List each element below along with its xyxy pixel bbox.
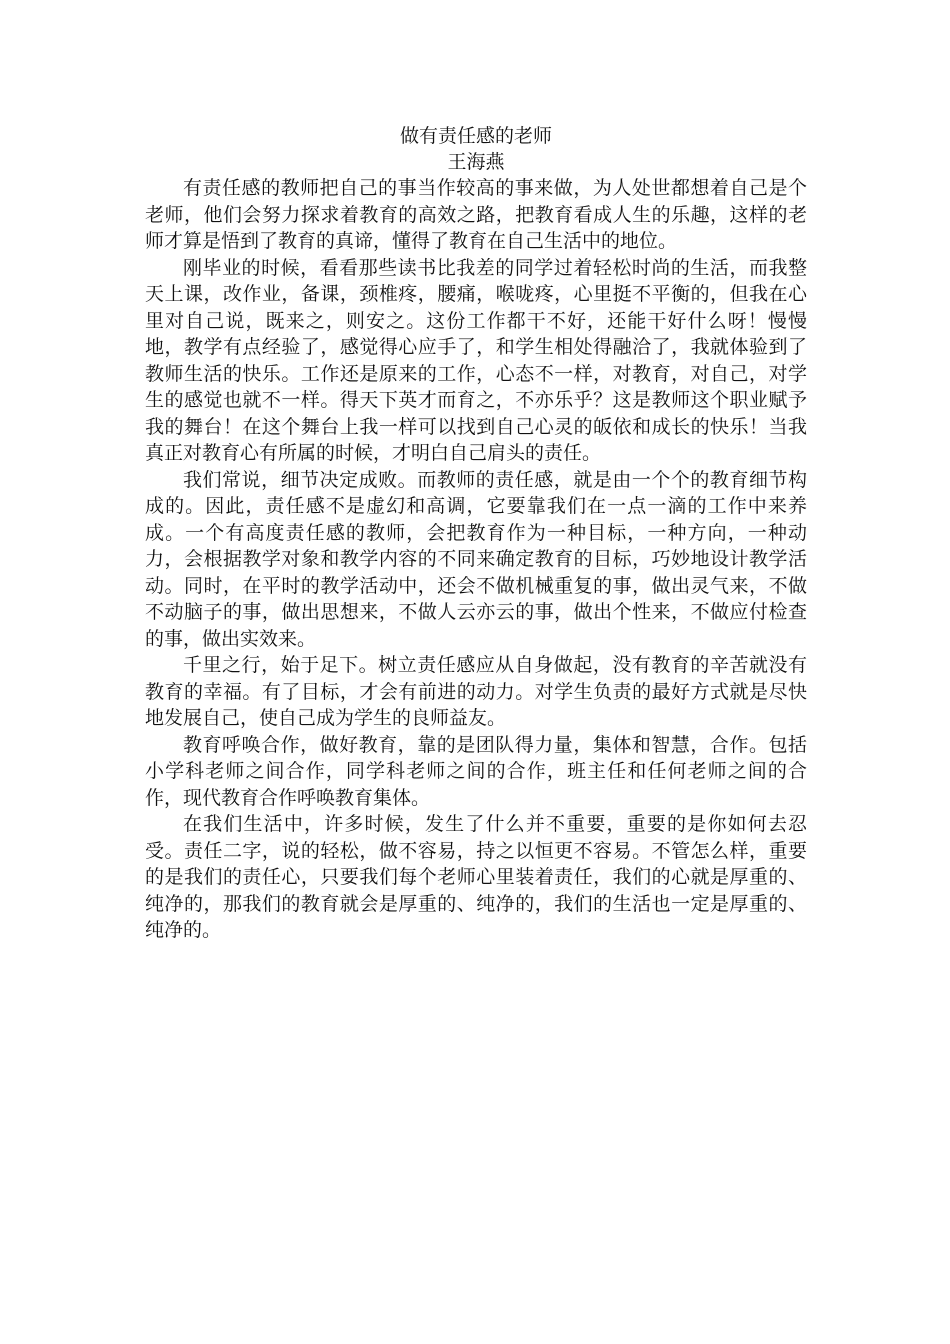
paragraph: 我们常说，细节决定成败。而教师的责任感，就是由一个个的教育细节构成的。因此，责任感不是虚幻和高调，它要靠我们在一点一滴的工作中来养成。一个有高度责任感的教师，会把教育作为一种目标，一种方向，一种动力，会根据教学对象和教学内容的不同来确定教育的目标，巧妙地设计教学活动。同时，在平时的教学活动中，还会不做机械重复的事，做出灵气来，不做不动脑子的事，做出思想来，不做人云亦云的事，做出个性来，不做应付检查的事，做出实效来。 — [145, 468, 807, 650]
paragraph: 在我们生活中，许多时候，发生了什么并不重要，重要的是你如何去忍受。责任二字，说的轻松，做不容易，持之以恒更不容易。不管怎么样，重要的是我们的责任心，只要我们每个老师心里装着责任，我们的心就是厚重的、纯净的，那我们的教育就会是厚重的、纯净的，我们的生活也一定是厚重的、纯净的。 — [145, 813, 807, 941]
document-author: 王海燕 — [447, 151, 505, 173]
paragraph: 教育呼唤合作，做好教育，靠的是团队得力量，集体和智慧，合作。包括小学科老师之间合作，同学科老师之间的合作，班主任和任何老师之间的合作，现代教育合作呼唤教育集体。 — [145, 733, 807, 809]
paragraph: 刚毕业的时候，看看那些读书比我差的同学过着轻松时尚的生活，而我整天上课，改作业，备课，颈椎疼，腰痛，喉咙疼，心里挺不平衡的，但我在心里对自己说，既来之，则安之。这份工作都干不好，还能干好什么呀！慢慢地，教学有点经验了，感觉得心应手了，和学生相处得融洽了，我就体验到了教师生活的快乐。工作还是原来的工作，心态不一样，对教育，对自己，对学生的感觉也就不一样。得天下英才而育之，不亦乐乎？这是教师这个职业赋予我的舞台！在这个舞台上我一样可以找到自己心灵的皈依和成长的快乐！当我真正对教育心有所属的时候，才明白自己肩头的责任。 — [145, 256, 807, 464]
paragraph: 有责任感的教师把自己的事当作较高的事来做，为人处世都想着自己是个老师，他们会努力探求着教育的高效之路，把教育看成人生的乐趣，这样的老师才算是悟到了教育的真谛，懂得了教育在自己生活中的地位。 — [145, 177, 807, 252]
paragraph: 千里之行，始于足下。树立责任感应从自身做起，没有教育的辛苦就没有教育的幸福。有了目标，才会有前进的动力。对学生负责的最好方式就是尽快地发展自己，使自己成为学生的良师益友。 — [145, 654, 807, 729]
document-body — [145, 123, 807, 944]
document-title: 做有责任感的老师 — [399, 125, 552, 147]
